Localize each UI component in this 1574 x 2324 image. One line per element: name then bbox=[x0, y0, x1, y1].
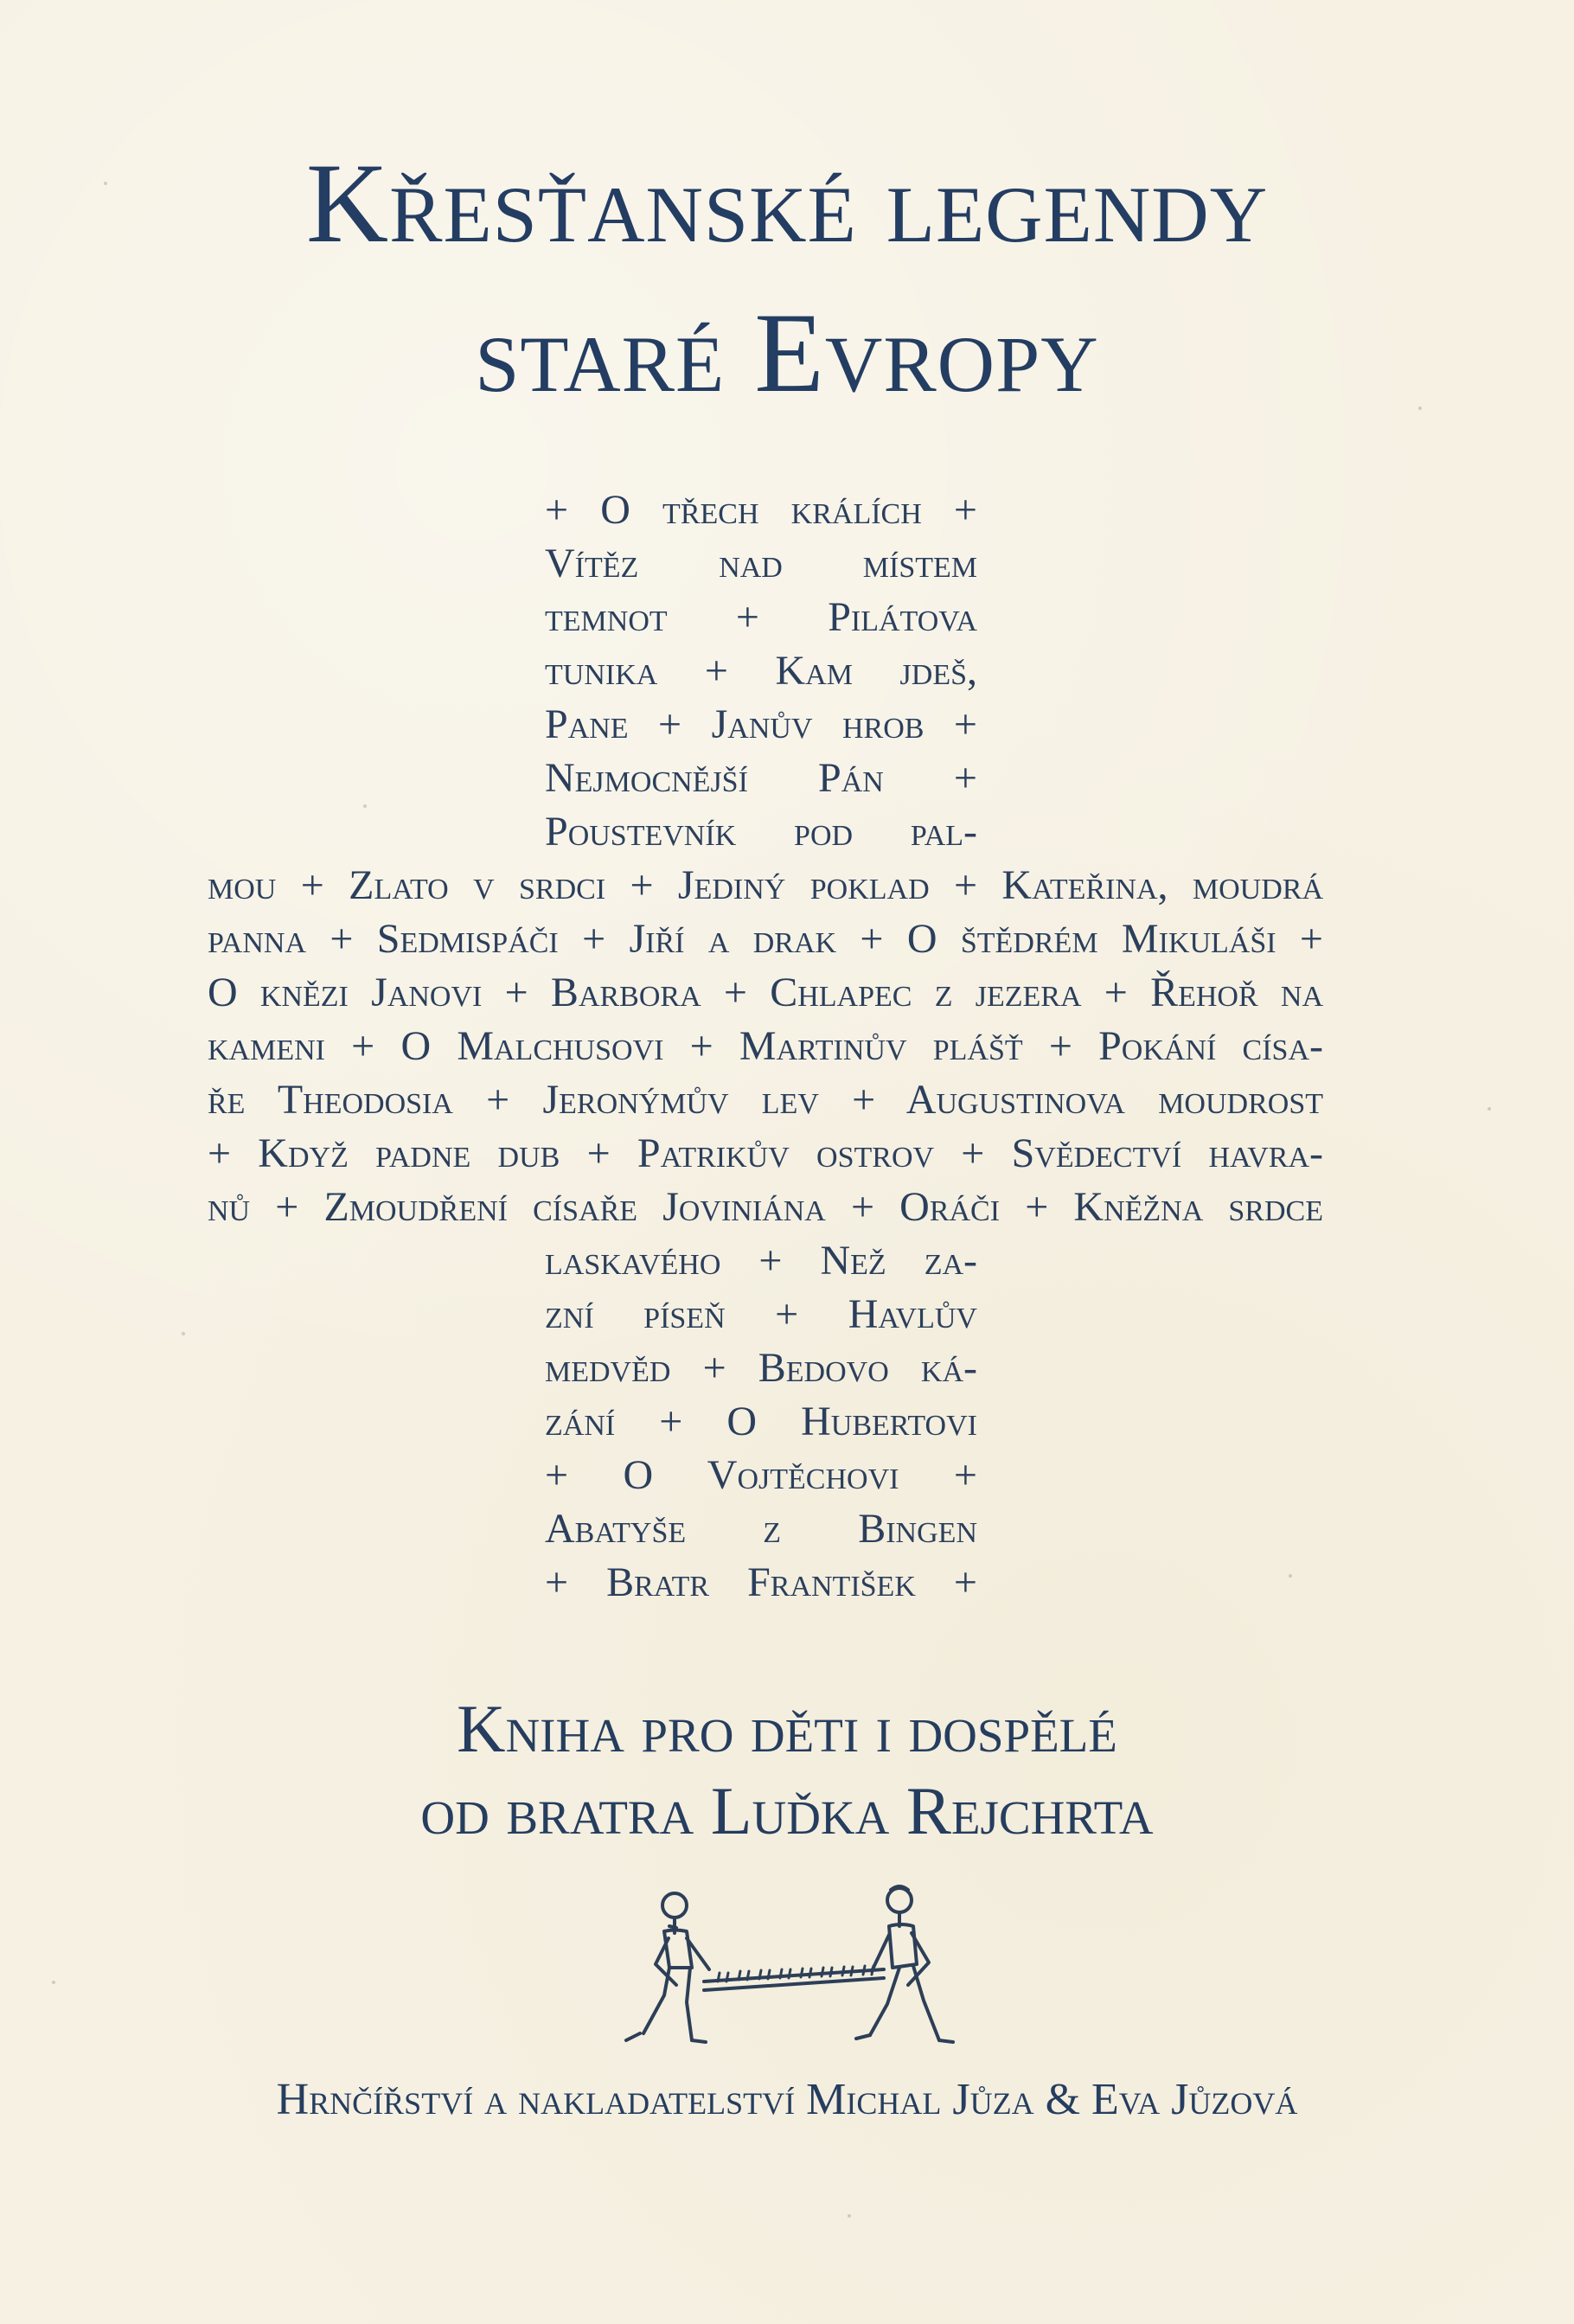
story-line: + Když padne dub + Patrikův ostrov + Svědectví havra- bbox=[208, 1130, 1323, 1176]
subtitle-line-2: od bratra Luďka Rejchrta bbox=[420, 1773, 1154, 1848]
two-men-carrying-pottery-board-icon bbox=[614, 1881, 960, 2067]
story-line: ře Theodosia + Jeronýmův lev + Augustinova moudrost bbox=[208, 1077, 1323, 1123]
paper-speck bbox=[1289, 1574, 1292, 1578]
story-line: O knězi Janovi + Barbora + Chlapec z jezera + Řehoř na bbox=[208, 970, 1323, 1015]
book-title-line-1: Křesťanské legendy bbox=[305, 139, 1269, 266]
story-line: laskavého + Než za- bbox=[545, 1238, 977, 1284]
story-line: panna + Sedmispáči + Jiří a drak + O štědrém Mikuláši + bbox=[208, 916, 1323, 962]
story-line: medvěd + Bedovo ká- bbox=[545, 1345, 977, 1391]
subtitle-line-1: Kniha pro děti i dospělé bbox=[457, 1691, 1117, 1766]
paper-speck bbox=[363, 804, 367, 808]
paper-speck bbox=[848, 2214, 851, 2218]
story-line: + O třech králích + bbox=[545, 487, 977, 533]
story-line: temnot + Pilátova bbox=[545, 594, 977, 640]
story-line: tunika + Kam jdeš, bbox=[545, 648, 977, 694]
story-line: Nejmocnější Pán + bbox=[545, 755, 977, 801]
story-line: kameni + O Malchusovi + Martinův plášť + Pokání císa- bbox=[208, 1023, 1323, 1069]
story-line: Poustevník pod pal- bbox=[545, 809, 977, 855]
publisher-name: Hrnčířství a nakladatelství Michal Jůza & Eva Jůzová bbox=[276, 2075, 1298, 2124]
story-line: zní píseň + Havlův bbox=[545, 1291, 977, 1337]
story-line: + O Vojtěchovi + bbox=[545, 1452, 977, 1498]
story-line: zání + O Hubertovi bbox=[545, 1399, 977, 1444]
story-line: nů + Zmoudření císaře Joviniána + Oráči + Kněžna srdce bbox=[208, 1184, 1323, 1230]
paper-speck bbox=[1488, 1107, 1491, 1111]
story-line: + Bratr František + bbox=[545, 1559, 977, 1605]
story-line: Abatyše z Bingen bbox=[545, 1506, 977, 1552]
story-line: mou + Zlato v srdci + Jediný poklad + Kateřina, moudrá bbox=[208, 862, 1323, 908]
story-line: Pane + Janův hrob + bbox=[545, 701, 977, 747]
book-title-line-2: staré Evropy bbox=[475, 289, 1099, 416]
paper-speck bbox=[52, 1981, 55, 1984]
paper-speck bbox=[182, 1332, 185, 1335]
story-line: Vítěz nad místem bbox=[545, 541, 977, 586]
